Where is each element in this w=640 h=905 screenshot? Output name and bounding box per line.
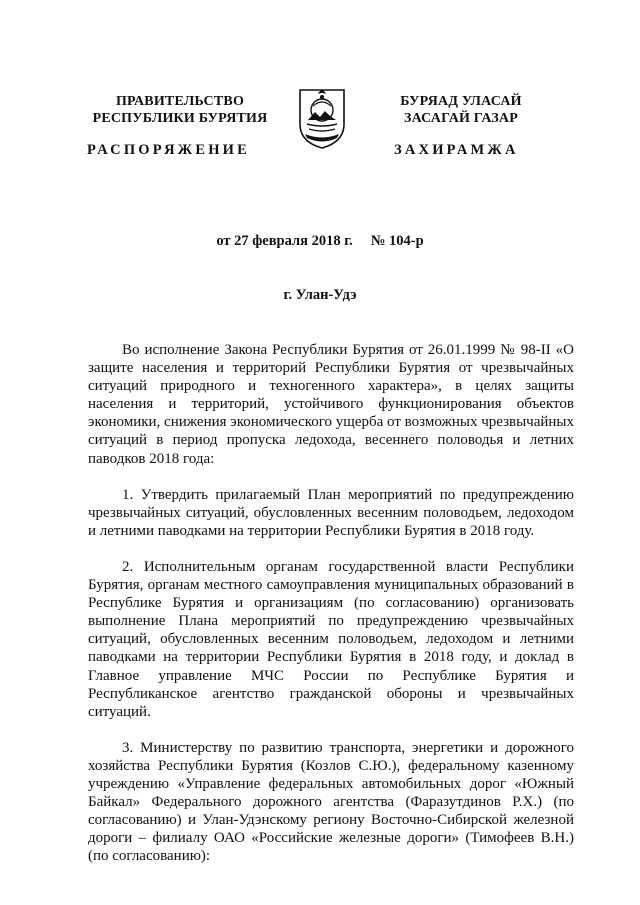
coat-of-arms-icon (296, 84, 348, 150)
date-number-line (0, 233, 640, 250)
doc-type-buryat: ЗАХИРАМЖА (394, 142, 519, 158)
city-line: г. Улан-Удэ (283, 287, 357, 303)
document-number: № 104-р (370, 233, 424, 249)
government-name-buryat (356, 93, 566, 127)
document-date: от 27 февраля 2018 г. (216, 233, 353, 249)
government-name-russian (80, 93, 280, 127)
paragraph-item-2: 2. Исполнительным органам государственной власти Республики Бурятия, органам местного самоуправления муниципальных образований в Республике Бурятия и организациям (по согласованию) организовать выполнение Плана мероприятий по предупреждению чрезвычайных ситуаций, обусловленных весенним половодьем, ледоходом и летними паводками на территории Республики Бурятия в 2018 году, и доклад в Главное управление МЧС России по Республике Бурятия и Республиканское агентство гражданской обороны и чрезвычайных ситуаций. (88, 558, 574, 720)
header-left-line1: ПРАВИТЕЛЬСТВО (115, 94, 245, 109)
header-right-line2: ЗАСАГАЙ ГАЗАР (403, 111, 518, 126)
paragraph-item-1: 1. Утвердить прилагаемый План мероприятий по предупреждению чрезвычайных ситуаций, обусловленных весенним половодьем, ледоходом и летними паводками на территории Республики Бурятия в 2018 году. (88, 486, 574, 539)
header-left-line2: РЕСПУБЛИКИ БУРЯТИЯ (92, 111, 268, 126)
doc-type-russian: РАСПОРЯЖЕНИЕ (87, 142, 251, 158)
paragraph-preamble: Во исполнение Закона Республики Бурятия от 26.01.1999 № 98-II «О защите населения и территорий Республики Бурятия от чрезвычайных ситуаций природного и техногенного характера», в целях защиты населения и территорий, устойчивого функционирования объектов экономики, снижения экономического ущерба от возможных чрезвычайных ситуаций в период пропуска ледохода, весеннего половодья и летних паводков 2018 года: (88, 342, 574, 467)
header-right-line1: БУРЯАД УЛАСАЙ (400, 94, 522, 109)
document-body (88, 341, 574, 865)
paragraph-item-3: 3. Министерству по развитию транспорта, энергетики и дорожного хозяйства Республики Бурятия (Козлов С.Ю.), федеральному казенному учреждению «Управление федеральных автомобильных дорог «Южный Байкал» Федерального дорожного агентства (Фаразутдинов Р.Х.) (по согласованию) и Улан-Удэнскому региону Восточно-Сибирской железной дороги – филиалу ОАО «Российские железные дороги» (Тимофеев В.Н.) (по согласованию): (88, 739, 574, 865)
